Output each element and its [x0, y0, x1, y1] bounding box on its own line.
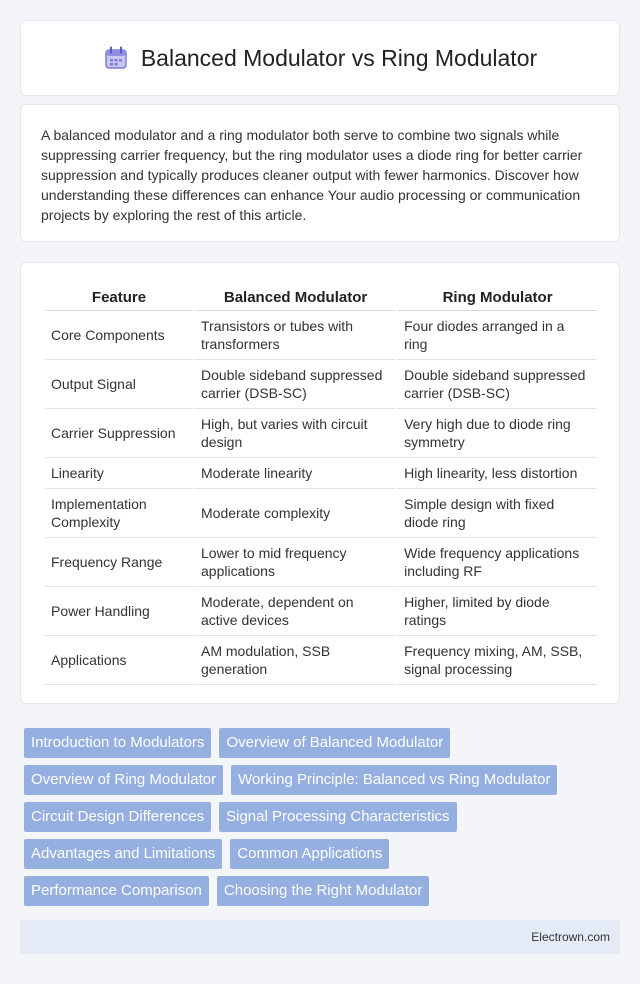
table-cell: High, but varies with circuit design	[195, 409, 396, 458]
tag-row	[24, 765, 620, 795]
table-cell: Simple design with fixed diode ring	[398, 489, 597, 538]
table-cell: Core Components	[45, 311, 193, 360]
table-cell: Wide frequency applications including RF	[398, 538, 597, 587]
table-cell: Power Handling	[45, 587, 193, 636]
tag-row	[24, 802, 620, 832]
table-cell: Double sideband suppressed carrier (DSB-SC)	[398, 360, 597, 409]
footer-source: Electrown.com	[531, 930, 610, 944]
table-cell: Implementation Complexity	[45, 489, 193, 538]
table-cell: Linearity	[45, 458, 193, 489]
table-row	[45, 360, 597, 409]
table-cell: Frequency Range	[45, 538, 193, 587]
table-cell: Moderate complexity	[195, 489, 396, 538]
table-cell: High linearity, less distortion	[398, 458, 597, 489]
table-row	[45, 636, 597, 685]
table-row	[45, 587, 597, 636]
table-cell: Higher, limited by diode ratings	[398, 587, 597, 636]
tag-link[interactable]: Choosing the Right Modulator	[217, 876, 429, 906]
table-cell: Frequency mixing, AM, SSB, signal processing	[398, 636, 597, 685]
tag-link[interactable]: Common Applications	[230, 839, 389, 869]
tag-link[interactable]: Signal Processing Characteristics	[219, 802, 456, 832]
comparison-table-card	[20, 262, 620, 704]
table-cell: Lower to mid frequency applications	[195, 538, 396, 587]
tag-row	[24, 839, 620, 869]
table-cell: Very high due to diode ring symmetry	[398, 409, 597, 458]
table-row	[45, 409, 597, 458]
tag-link[interactable]: Overview of Ring Modulator	[24, 765, 223, 795]
table-row	[45, 489, 597, 538]
table-cell: Four diodes arranged in a ring	[398, 311, 597, 360]
topic-tags	[24, 728, 620, 913]
header-ring: Ring Modulator	[398, 281, 597, 311]
title-card	[20, 20, 620, 96]
calendar-icon	[103, 45, 129, 71]
tag-link[interactable]: Performance Comparison	[24, 876, 209, 906]
tag-link[interactable]: Advantages and Limitations	[24, 839, 222, 869]
tag-link[interactable]: Introduction to Modulators	[24, 728, 211, 758]
table-row	[45, 311, 597, 360]
footer	[20, 920, 620, 954]
intro-text: A balanced modulator and a ring modulator both serve to combine two signals while suppressing carrier frequency, but the ring modulator uses a diode ring for better carrier suppression and typically produces cleaner output with fewer harmonics. Discover how understanding these differences can enhance Your audio processing or communication projects by exploring the rest of this article.	[41, 127, 583, 223]
header-balanced: Balanced Modulator	[195, 281, 396, 311]
table-cell: Moderate, dependent on active devices	[195, 587, 396, 636]
table-row	[45, 538, 597, 587]
table-cell: Double sideband suppressed carrier (DSB-SC)	[195, 360, 396, 409]
table-cell: Carrier Suppression	[45, 409, 193, 458]
tag-row	[24, 876, 620, 906]
tag-row	[24, 728, 620, 758]
table-cell: Transistors or tubes with transformers	[195, 311, 396, 360]
table-header-row	[45, 281, 597, 311]
table-cell: Moderate linearity	[195, 458, 396, 489]
intro-card	[20, 104, 620, 242]
table-cell: Applications	[45, 636, 193, 685]
page-title: Balanced Modulator vs Ring Modulator	[140, 44, 538, 71]
table-cell: Output Signal	[45, 360, 193, 409]
header-feature: Feature	[45, 281, 193, 311]
tag-link[interactable]: Circuit Design Differences	[24, 802, 211, 832]
tag-link[interactable]: Working Principle: Balanced vs Ring Modulator	[231, 765, 557, 795]
comparison-table	[43, 281, 599, 685]
table-row	[45, 458, 597, 489]
tag-link[interactable]: Overview of Balanced Modulator	[219, 728, 450, 758]
table-cell: AM modulation, SSB generation	[195, 636, 396, 685]
